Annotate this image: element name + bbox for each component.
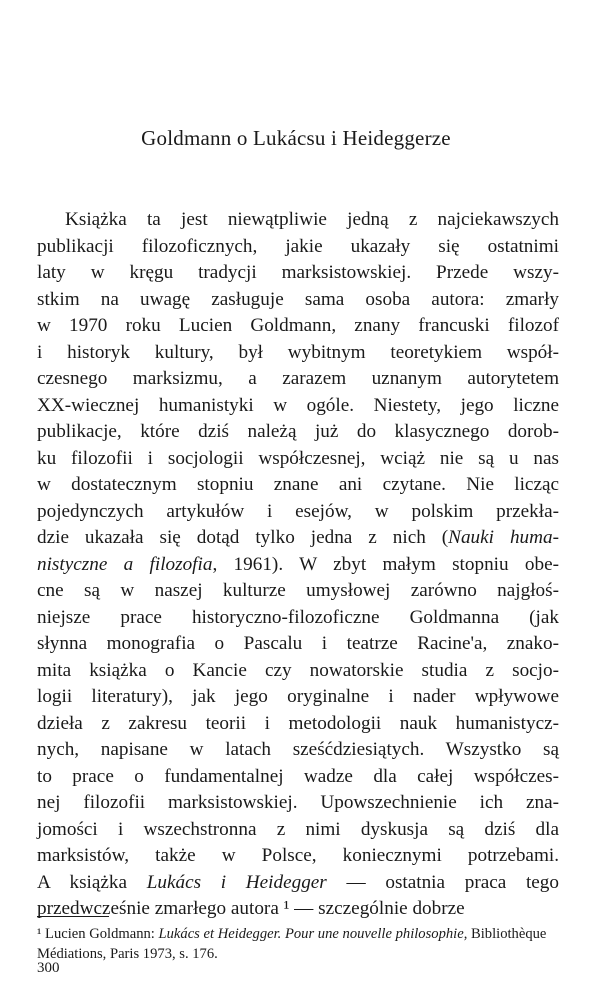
paragraph-line: laty w kręgu tradycji marksistowskiej. Przede wszy- [37,262,559,283]
paragraph-line: stkim na uwagę zasługuje sama osoba autora: zmarły [37,288,559,310]
paragraph-line: logii literatury), jak jego oryginalne i nader wpływowe [37,686,559,707]
main-paragraph [37,207,559,923]
paragraph-line: w 1970 roku Lucien Goldmann, znany francuski filozof [37,315,559,336]
paragraph-line: nistyczne a filozofia, 1961). W zbyt małym stopniu obe- [37,553,559,575]
footnote-divider [37,916,109,917]
paragraph-line: dzie ukazała się dotąd tylko jedna z nich (Nauki huma- [37,527,559,548]
paragraph-line: w dostatecznym stopniu znane ani czytane. Nie licząc [37,474,559,495]
paragraph-line: to prace o fundamentalnej wadze dla całej współczes- [37,765,559,787]
paragraph-line: A książka Lukács i Heidegger — ostatnia praca tego [37,871,559,893]
paragraph-line: przedwcześnie zmarłego autora ¹ — szczególnie dobrze [37,898,465,919]
page-number: 300 [37,960,60,976]
paragraph-line: niejsze prace historyczno-filozoficzne Goldmanna (jak [37,606,559,628]
paragraph-line: jomości i wszechstronna z nimi dyskusja są dziś dla [37,818,559,840]
paragraph-line: publikacje, które dziś należą już do klasycznego dorob- [37,421,559,442]
paragraph-line: cne są w naszej kulturze umysłowej zarówno najgłoś- [37,580,559,601]
paragraph-line: mita książka o Kancie czy nowatorskie studia z socjo- [37,659,559,681]
paragraph-line: nej filozofii marksistowskiej. Upowszechnienie ich zna- [37,792,559,813]
paragraph-line: nych, napisane w latach sześćdziesiątych. Wszystko są [37,739,559,760]
paragraph-line: publikacji filozoficznych, jakie ukazały się ostatnimi [37,235,559,257]
paragraph-line: dzieła z zakresu teorii i metodologii nauk humanistycz- [37,712,559,734]
paragraph-line: pojedynczych artykułów i esejów, w polskim przekła- [37,500,559,522]
paragraph-line: czesnego marksizmu, a zarazem uznanym autorytetem [37,368,559,389]
paragraph-line: ku filozofii i socjologii współczesnej, wciąż nie są u nas [37,447,559,469]
paragraph-line: i historyk kultury, był wybitnym teoretykiem współ- [37,341,559,363]
chapter-title: Goldmann o Lukácsu i Heideggerze [141,126,451,150]
paragraph-line: marksistów, także w Polsce, koniecznymi potrzebami. [37,845,559,866]
paragraph-line: XX-wiecznej humanistyki w ogóle. Niestety, jego liczne [37,394,559,416]
footnote: ¹ Lucien Goldmann: Lukács et Heidegger. Pour une nouvelle philosophie, Bibliothèque Médiations, Paris 1973, s. 176. [37,926,547,962]
paragraph-line: Książka ta jest niewątpliwie jedną z najciekawszych [65,209,559,230]
paragraph-line: słynna monografia o Pascalu i teatrze Racine'a, znako- [37,633,559,654]
